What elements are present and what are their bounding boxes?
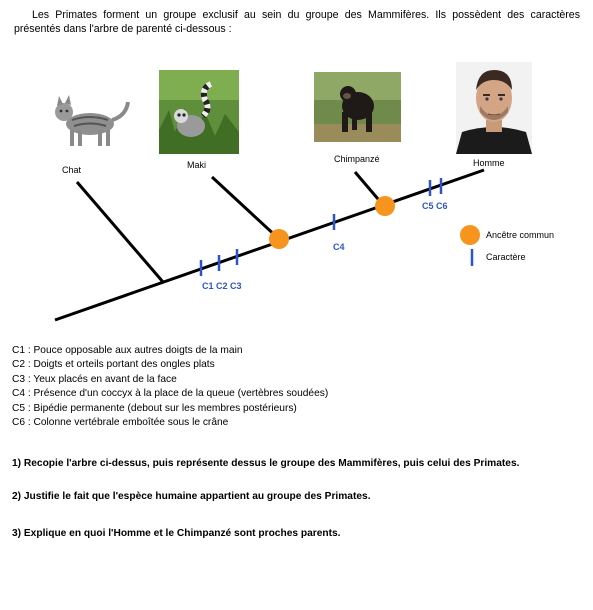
tree-trunk — [55, 170, 484, 320]
character-item-c1: C1 : Pouce opposable aux autres doigts de la main — [12, 345, 243, 356]
character-item-c3: C3 : Yeux placés en avant de la face — [12, 373, 177, 385]
label-chat: Chat — [62, 165, 82, 175]
question-3: 3) Explique en quoi l'Homme et le Chimpanzé sont proches parents. — [12, 528, 341, 539]
legend-ancestor-label: Ancêtre commun — [486, 230, 555, 240]
character-item-c2: C2 : Doigts et orteils portant des ongles plats — [12, 359, 215, 371]
label-homme: Homme — [473, 158, 505, 168]
question-2: 2) Justifie le fait que l'espèce humaine appartient au groupe des Primates. — [12, 491, 371, 502]
branch-maki — [212, 177, 279, 239]
label-maki: Maki — [187, 160, 207, 170]
label-c5c6: C5 C6 — [422, 201, 448, 211]
legend-ancestor-icon — [460, 225, 480, 245]
character-item-c4: C4 : Présence d'un coccyx à la place de la queue (vertèbres soudées) — [12, 388, 329, 400]
legend-character-label: Caractère — [486, 252, 526, 262]
character-item-c5: C5 : Bipédie permanente (debout sur les membres postérieurs) — [12, 402, 297, 414]
branch-chat — [77, 182, 163, 282]
ancestor-node-homme-chimpanze — [375, 196, 395, 216]
ancestor-node-primates — [269, 229, 289, 249]
character-list — [12, 344, 328, 430]
label-chimpanze: Chimpanzé — [334, 154, 380, 164]
character-item-c6: C6 : Colonne vertébrale emboîtée sous le crâne — [12, 417, 229, 429]
intro-text: Les Primates forment un groupe exclusif au sein du groupe des Mammifères. Ils possèdent des caractères présentés dans l'arbre de parenté ci-dessous : — [14, 9, 580, 35]
question-1: 1) Recopie l'arbre ci-dessus, puis représente dessus le groupe des Mammifères, puis celui des Primates. — [12, 458, 520, 469]
label-c1c2c3: C1 C2 C3 — [202, 281, 242, 291]
label-c4: C4 — [333, 242, 345, 252]
